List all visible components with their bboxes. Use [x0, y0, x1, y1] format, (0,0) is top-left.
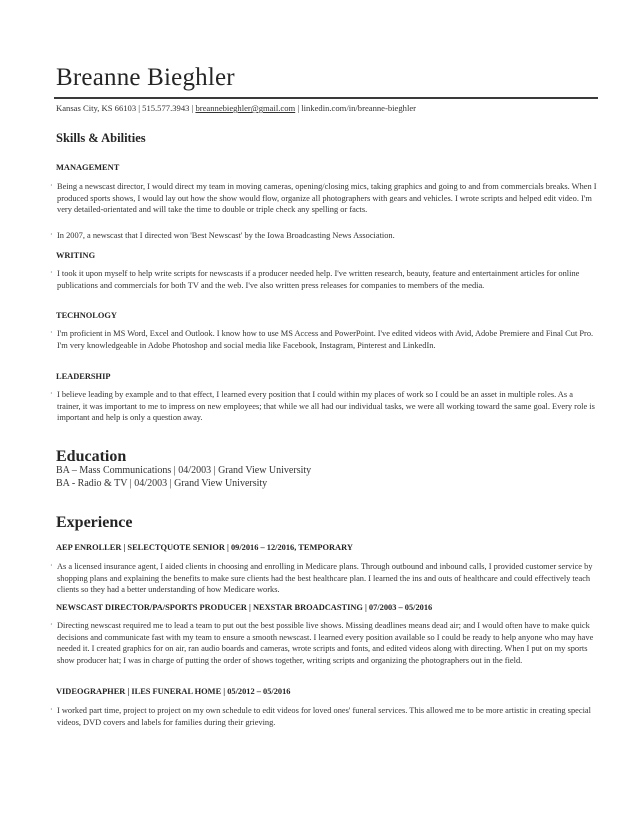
contact-prefix: Kansas City, KS 66103 | 515.577.3943 |	[56, 103, 196, 113]
header-divider	[54, 97, 598, 99]
management-heading: MANAGEMENT	[56, 163, 120, 172]
bullet-marker: ·	[50, 181, 53, 190]
contact-suffix: | linkedin.com/in/breanne-bieghler	[295, 103, 417, 113]
bullet-marker: ·	[50, 268, 53, 277]
leadership-item-1: I believe leading by example and to that effect, I learned every position that I could within my places of work so I could be an asset in multiple roles. As a trainer, it was important to me to impress on new employees; that while we all had our individual tasks, we were all working toward the same goal. Every role is important and help is only a question away.	[57, 390, 595, 423]
bullet-marker: ·	[50, 328, 53, 337]
job-description-2: Directing newscast required me to lead a team to put out the best possible live shows. Missing deadlines means dead air; and I would often have to make quick decisions and communicate fast with my team to ensure a smooth newscast. I learned every position available so I could be ready to help anyone who may have needed it. I created graphics for on air, ran audio boards and cameras, wrote scripts and fonts, and edited videos along with directing. When I put on my sports show producer hat; I was in charge of putting the order of shows together, writing scripts and organizing the photographers out in the field.	[57, 621, 594, 666]
job-description-3: I worked part time, project to project on my own schedule to edit videos for loved ones' funeral services. This allowed me to be more artistic in creating special videos, DVD covers and labels for families during their grieving.	[57, 706, 591, 727]
management-item-1: Being a newscast director, I would direct my team in moving cameras, opening/closing mics, taking graphics and going to and from commercials breaks. When I produced sports shows, I would lay out how the show would flow, organize all photographers with gears and vehicles. I wrote scripts and helped edit video. I'm very detailed-orientated and will take the time to double or triple check any spelling or facts.	[57, 182, 597, 215]
management-item-2: In 2007, a newscast that I directed won 'Best Newscast' by the Iowa Broadcasting News Association.	[57, 231, 395, 240]
bullet-marker: ·	[50, 561, 53, 570]
technology-heading: TECHNOLOGY	[56, 311, 117, 320]
skills-heading: Skills & Abilities	[56, 131, 146, 145]
education-heading: Education	[56, 448, 127, 465]
email-link[interactable]: breannebieghler@gmail.com	[195, 103, 296, 113]
job-description-1: As a licensed insurance agent, I aided clients in choosing and enrolling in Medicare plans. Through outbound and inbound calls, I provided customer service by shopping plans and explaining the benefits to make sure clients had the best healthcare plan. I learned the ins and outs of healthcare and could effectively teach clients so they had a better understanding of how Medicare works.	[57, 562, 593, 595]
job-title-3: VIDEOGRAPHER | ILES FUNERAL HOME | 05/2012 – 05/2016	[56, 687, 291, 696]
job-title-1: AEP ENROLLER | SELECTQUOTE SENIOR | 09/2016 – 12/2016, TEMPORARY	[56, 543, 353, 552]
writing-item-1: I took it upon myself to help write scripts for newscasts if a producer needed help. I've written research, beauty, feature and entertainment articles for online publications and commercials for both TV and the web. I've also written press releases for companies to members of the media.	[57, 269, 580, 290]
bullet-marker: ·	[50, 389, 53, 398]
bullet-marker: ·	[50, 620, 53, 629]
bullet-marker: ·	[50, 705, 53, 714]
education-entry-1: BA – Mass Communications | 04/2003 | Grand View University	[56, 465, 312, 476]
writing-heading: WRITING	[56, 251, 96, 260]
bullet-marker: ·	[50, 230, 53, 239]
education-entry-2: BA - Radio & TV | 04/2003 | Grand View University	[56, 478, 268, 489]
candidate-name: Breanne Bieghler	[56, 64, 235, 91]
experience-heading: Experience	[56, 514, 133, 531]
contact-line	[56, 103, 416, 113]
job-title-2: NEWSCAST DIRECTOR/PA/SPORTS PRODUCER | NEXSTAR BROADCASTING | 07/2003 – 05/2016	[56, 603, 433, 612]
leadership-heading: LEADERSHIP	[56, 372, 111, 381]
technology-item-1: I'm proficient in MS Word, Excel and Outlook. I know how to use MS Access and PowerPoint. I've edited videos with Avid, Adobe Premiere and Final Cut Pro. I'm very knowledgeable in Adobe Photoshop and social media like Facebook, Instagram, Pinterest and LinkedIn.	[57, 329, 594, 350]
